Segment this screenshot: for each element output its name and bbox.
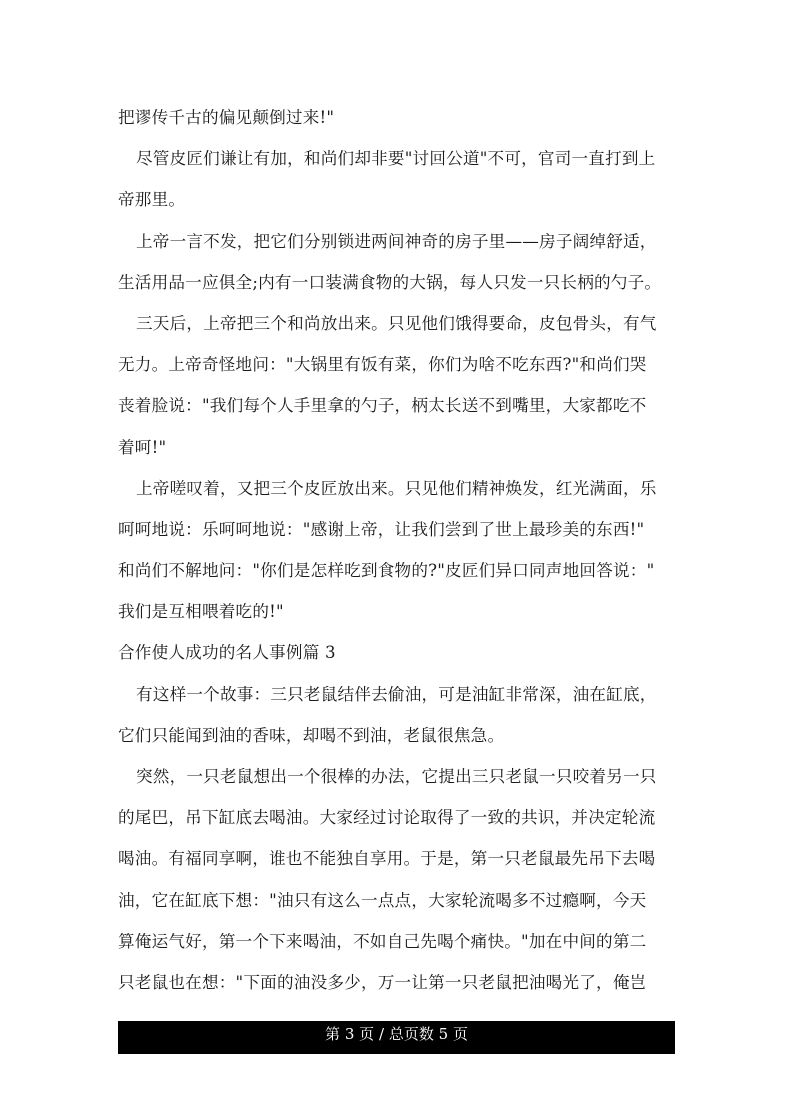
text-line: 把谬传千古的偏见颠倒过来!" — [118, 108, 335, 127]
text-line: 的尾巴，吊下缸底去喝油。大家经过讨论取得了一致的共识，并决定轮流 — [118, 808, 656, 828]
page-footer — [118, 1021, 675, 1054]
footer-suffix: 页 — [452, 1025, 468, 1043]
footer-total-label: 总页数 — [388, 1025, 434, 1043]
text-line: 上帝一言不发，把它们分别锁进两间神奇的房子里——房子阔绰舒适， — [136, 231, 657, 251]
section-heading: 合作使人成功的名人事例篇 3 — [118, 643, 336, 663]
text-line: 帝那里。 — [118, 190, 186, 210]
text-line: 着呵!" — [118, 437, 167, 457]
footer-current-page: 3 — [344, 1025, 355, 1043]
text-line: 有这样一个故事：三只老鼠结伴去偷油，可是油缸非常深，油在缸底， — [136, 684, 657, 704]
text-line: 喝油。有福同享啊，谁也不能独自享用。于是，第一只老鼠最先吊下去喝 — [118, 849, 656, 869]
text-line: 三天后，上帝把三个和尚放出来。只见他们饿得要命，皮包骨头，有气 — [136, 313, 657, 333]
text-line: 呵呵地说：乐呵呵地说："感谢上帝，让我们尝到了世上最珍美的东西!" — [118, 519, 645, 539]
text-line: 生活用品一应俱全;内有一口装满食物的大锅，每人只发一只长柄的勺子。 — [118, 272, 662, 292]
text-line: 我们是互相喂着吃的!" — [118, 602, 284, 622]
text-line: 只老鼠也在想："下面的油没多少，万一让第一只老鼠把油喝光了，俺岂 — [118, 972, 647, 992]
text-line: 油，它在缸底下想："油只有这么一点点，大家轮流喝多不过瘾啊，今天 — [118, 890, 647, 910]
text-line: 无力。上帝奇怪地问："大锅里有饭有菜，你们为啥不吃东西?"和尚们哭 — [118, 355, 647, 375]
text-line: 算俺运气好，第一个下来喝油，不如自己先喝个痛快。"加在中间的第二 — [118, 931, 647, 951]
footer-separator: / — [378, 1025, 385, 1043]
text-line: 它们只能闻到油的香味，却喝不到油，老鼠很焦急。 — [118, 725, 505, 745]
footer-total-pages: 5 — [438, 1025, 449, 1043]
text-line: 突然，一只老鼠想出一个很棒的办法，它提出三只老鼠一只咬着另一只 — [136, 767, 657, 786]
text-line: 上帝嗟叹着，又把三个皮匠放出来。只见他们精神焕发，红光满面，乐 — [136, 478, 657, 498]
footer-page-label: 页 — [359, 1025, 375, 1043]
footer-prefix: 第 — [325, 1025, 341, 1043]
text-line: 和尚们不解地问："你们是怎样吃到食物的?"皮匠们异口同声地回答说：" — [118, 561, 655, 581]
document-body — [118, 97, 678, 1003]
text-line: 丧着脸说："我们每个人手里拿的勺子，柄太长送不到嘴里，大家都吃不 — [118, 396, 647, 416]
text-line: 尽管皮匠们谦让有加，和尚们却非要"讨回公道"不可，官司一直打到上 — [136, 149, 656, 169]
